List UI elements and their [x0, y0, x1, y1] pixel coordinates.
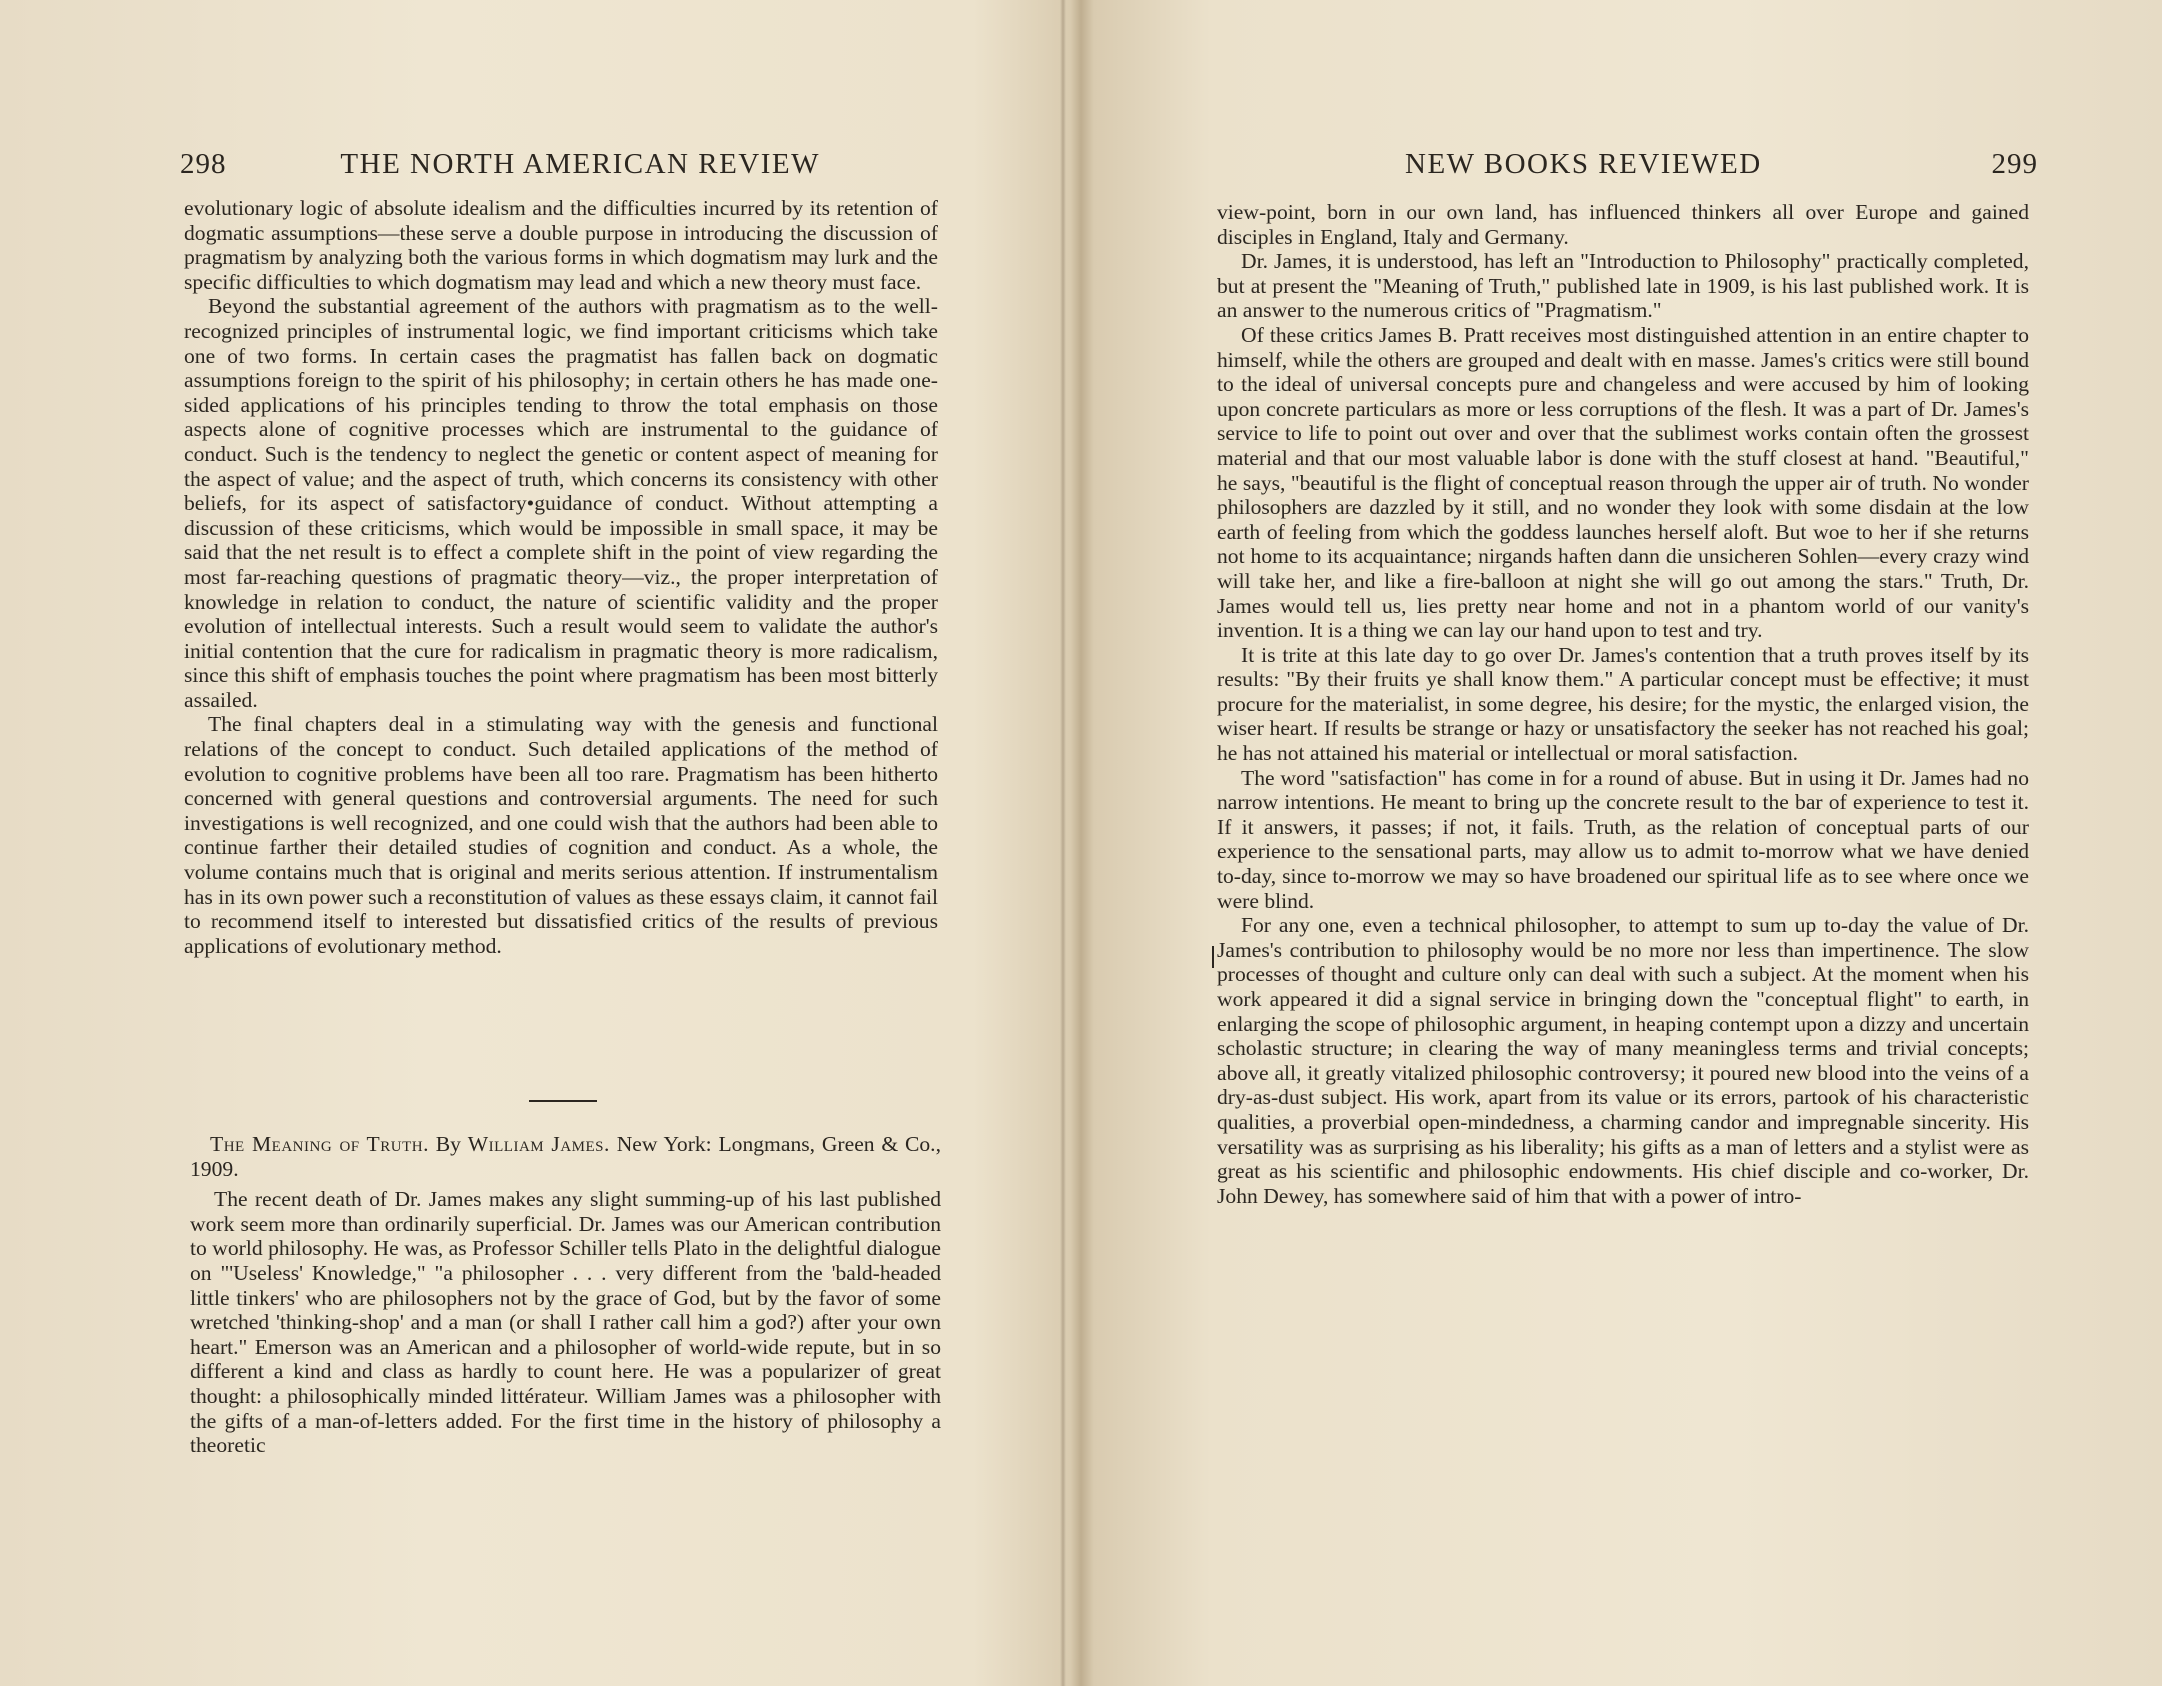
left-running-title: THE NORTH AMERICAN REVIEW: [340, 148, 820, 180]
right-paragraph-5: The word "satisfaction" has come in for a round of abuse. But in using it Dr. James had no narrow intentions. He meant to bring up the concrete result to the bar of experience to test it. If it answers, it passes; if not, it fails. Truth, as the relation of conceptual parts of our experience to the sensational parts, may allow us to admit to-morrow what we have denied to-day, since to-morrow we may so have broadened our spiritual life as to see where once we were blind.: [1217, 765, 2029, 913]
review-book-author: William James.: [467, 1132, 610, 1156]
right-paragraph-4: It is trite at this late day to go over Dr. James's contention that a truth proves itself by its results: "By their fruits ye shall know them." A particular concept must be effective; it must procure for the materialist, in some degree, his desire; for the mystic, the enlarged vision, the wiser heart. If results be strange or hazy or unsatisfactory the seeker has not reached his goal; he has not attained his material or intellectual or moral satisfaction.: [1217, 642, 2029, 766]
section-divider-rule: [529, 1100, 597, 1102]
margin-mark: [1212, 946, 1214, 968]
left-page-number: 298: [180, 148, 227, 180]
right-body-text: [1217, 200, 2029, 1208]
left-paragraph-1: evolutionary logic of absolute idealism and the difficulties incurred by its retention of dogmatic assumptions—these serve a double purpose in introducing the discussion of pragmatism by analyzing both the various forms in which dogmatism may lurk and the specific difficulties to which dogmatism may lead and which a new theory must face.: [184, 196, 938, 294]
review-paragraph-1: The recent death of Dr. James makes any slight summing-up of his last published work seem more than ordinarily superficial. Dr. James was our American contribution to world philosophy. He was, as Professor Schiller tells Plato in the delightful dialogue on "'Useless' Knowledge," "a philosopher . . . very different from the 'bald-headed little tinkers' who are philosophers not by the grace of God, but by the favor of some wretched 'thinking-shop' and a man (or shall I rather call him a god?) after your own heart." Emerson was an American and a philosopher of world-wide repute, but in so different a kind and class as hardly to count here. He was a popularizer of great thought: a philosophically minded littérateur. William James was a philosopher with the gifts of a man-of-letters added. For the first time in the history of philosophy a theoretic: [190, 1187, 941, 1458]
review-citation: [190, 1132, 941, 1181]
right-page-number: 299: [1991, 148, 2038, 180]
right-paragraph-6: For any one, even a technical philosopher, to attempt to sum up to-day the value of Dr. James's contribution to philosophy would be no more nor less than impertinence. The slow processes of thought and culture only can deal with such a subject. At the moment when his work appeared it did a signal service in bringing down the "conceptual flight" to earth, in enlarging the scope of philosophic argument, in heaping contempt upon a dizzy and uncertain scholastic structure; in clearing the way of many meaningless terms and trivial concepts; above all, it greatly vitalized philosophic controversy; it poured new blood into the veins of a dry-as-dust subject. His work, apart from its value or its errors, partook of his characteristic qualities, a proverbial open-mindedness, a charming candor and impregnable sincerity. His versatility was as surprising as his liberality; his gifts as a man of letters and a stylist were as great as his scientific and philosophic endowments. His chief disciple and co-worker, Dr. John Dewey, has somewhere said of him that with a power of intro-: [1217, 913, 2029, 1208]
review-meaning-of-truth: [190, 1132, 941, 1458]
left-paragraph-3: The final chapters deal in a stimulating way with the genesis and functional relations of the concept to conduct. Such detailed applications of the method of evolution to cognitive problems have been all too rare. Pragmatism has been hitherto concerned with general questions and controversial arguments. The need for such investigations is well recognized, and one could wish that the authors had been able to continue farther their detailed studies of cognition and conduct. As a whole, the volume contains much that is original and merits serious attention. If instrumentalism has in its own power such a reconstitution of values as these essays claim, it cannot fail to recommend itself to interested but dissatisfied critics of the results of previous applications of evolutionary method.: [184, 712, 938, 958]
review-book-publisher: New York: Longmans, Green & Co., 1909.: [190, 1132, 941, 1181]
right-page: [1062, 0, 2162, 1686]
left-page: [0, 0, 1060, 1686]
right-paragraph-3: Of these critics James B. Pratt receives most distinguished attention in an entire chapter to himself, while the others are grouped and dealt with en masse. James's critics were still bound to the ideal of universal concepts pure and changeless and were accused by him of looking upon concrete particulars as more or less corruptions of the flesh. It was a part of Dr. James's service to life to point out over and over that the sublimest works contain often the grossest material and that our most valuable labor is done with the stuff closest at hand. "Beautiful," he says, "beautiful is the flight of conceptual reason through the upper air of truth. No wonder philosophers are dazzled by it still, and no wonder they look with some disdain at the low earth of feeling from which the goddess launches herself aloft. But woe to her if she returns not home to its acquaintance; nirgands haften dann die unsicheren Sohlen—every crazy wind will take her, and like a fire-balloon at night she will go out among the stars." Truth, Dr. James would tell us, lies pretty near home and not in a phantom world of our vanity's invention. It is a thing we can lay our hand upon to test and try.: [1217, 322, 2029, 643]
left-running-head: [180, 148, 820, 181]
right-paragraph-1: view-point, born in our own land, has influenced thinkers all over Europe and gained disciples in England, Italy and Germany.: [1217, 200, 2029, 249]
right-paragraph-2: Dr. James, it is understood, has left an "Introduction to Philosophy" practically completed, but at present the "Meaning of Truth," published late in 1909, is his last published work. It is an answer to the numerous critics of "Pragmatism.": [1217, 249, 2029, 323]
right-running-head: [1405, 148, 2038, 181]
right-running-title: NEW BOOKS REVIEWED: [1405, 148, 1762, 180]
left-paragraph-2: Beyond the substantial agreement of the authors with pragmatism as to the well-recognized principles of instrumental logic, we find important criticisms which take one of two forms. In certain cases the pragmatist has fallen back on dogmatic assumptions foreign to the spirit of his philosophy; in certain others he has made one-sided applications of his principles tending to throw the total emphasis on those aspects alone of cognitive processes which are instrumental to the guidance of conduct. Such is the tendency to neglect the genetic or content aspect of meaning for the aspect of value; and the aspect of truth, which concerns its consistency with other beliefs, for its aspect of satisfactory•guidance of conduct. Without attempting a discussion of these criticisms, which would be impossible in small space, it may be said that the net result is to effect a complete shift in the point of view regarding the most far-reaching questions of pragmatic theory—viz., the proper interpretation of knowledge in relation to conduct, the nature of scientific validity and the proper evolution of intellectual interests. Such a result would seem to validate the author's initial contention that the cure for radicalism in pragmatic theory is more radicalism, since this shift of emphasis touches the point where pragmatism has been most bitterly assailed.: [184, 294, 938, 712]
review-by: By: [435, 1132, 461, 1156]
left-body-text: [184, 196, 938, 958]
review-book-title: The Meaning of Truth.: [210, 1132, 429, 1156]
